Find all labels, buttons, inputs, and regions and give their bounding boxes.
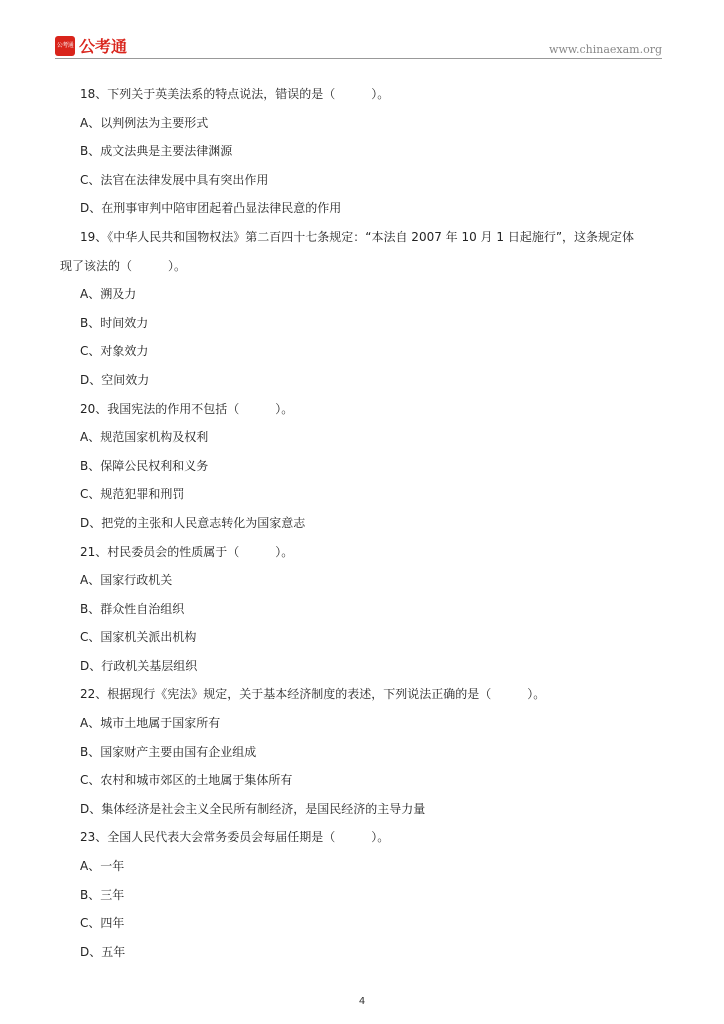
option: B、群众性自治组织 [80,601,185,616]
logo [55,34,127,57]
option: A、国家行政机关 [80,573,173,588]
page-number: 4 [358,996,366,1007]
header-divider [55,58,662,59]
option: B、时间效力 [80,315,149,330]
option: C、四年 [80,916,125,931]
option: C、规范犯罪和刑罚 [80,487,185,502]
page-header [55,34,662,58]
option: B、成文法典是主要法律渊源 [80,144,233,159]
option: C、法官在法律发展中具有突出作用 [80,172,269,187]
question-stem: 21、村民委员会的性质属于（ ）。 [80,544,294,559]
option: D、五年 [80,944,126,959]
question-list [60,80,670,966]
option: C、国家机关派出机构 [80,630,197,645]
option: D、把党的主张和人民意志转化为国家意志 [80,515,306,530]
option: A、以判例法为主要形式 [80,115,209,130]
option: B、三年 [80,887,125,902]
option: B、保障公民权利和义务 [80,458,209,473]
logo-badge: 公考通 [55,36,75,56]
option: A、规范国家机构及权利 [80,430,209,445]
question-stem: 20、我国宪法的作用不包括（ ）。 [80,401,294,416]
question-stem: 23、全国人民代表大会常务委员会每届任期是（ ）。 [80,830,390,845]
option: D、集体经济是社会主义全民所有制经济，是国民经济的主导力量 [80,801,426,816]
site-url: www.chinaexam.org [549,43,662,56]
option: C、农村和城市郊区的土地属于集体所有 [80,773,293,788]
logo-text: 公考通 [79,37,128,56]
option: A、溯及力 [80,287,137,302]
question-stem: 18、下列关于英美法系的特点说法，错误的是（ ）。 [80,87,390,101]
question-stem: 22、根据现行《宪法》规定，关于基本经济制度的表述，下列说法正确的是（ ）。 [80,687,546,702]
question-stem: 19、《中华人民共和国物权法》第二百四十七条规定：“本法自 2007 年 10 月 1 日起施行”，这条规定体 [80,229,635,244]
option: D、行政机关基层组织 [80,658,198,673]
option: A、一年 [80,859,125,874]
option: D、空间效力 [80,372,150,387]
option: A、城市土地属于国家所有 [80,716,221,731]
option: C、对象效力 [80,344,149,359]
question-stem-continued: 现了该法的（ ）。 [60,258,187,273]
option: D、在刑事审判中陪审团起着凸显法律民意的作用 [80,201,342,216]
option: B、国家财产主要由国有企业组成 [80,744,257,759]
